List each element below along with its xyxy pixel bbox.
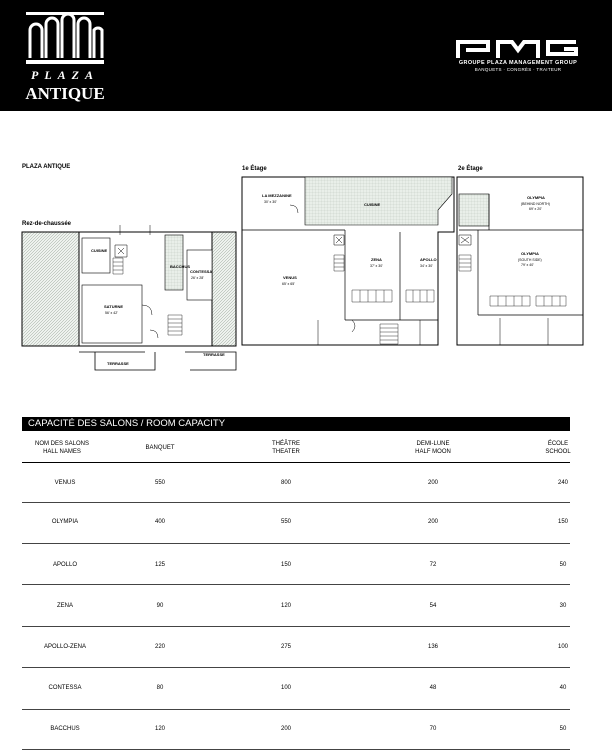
ground-floor-plan — [22, 225, 236, 370]
logo-antique-text: ANTIQUE — [25, 84, 105, 103]
plans-main-title: PLAZA ANTIQUE — [22, 164, 71, 170]
table-row-rule — [22, 584, 570, 585]
row-theater: 120 — [280, 603, 291, 609]
row-school: 30 — [559, 603, 567, 609]
row-half-moon: 70 — [429, 726, 437, 732]
plan-label-bacchus: BACCHUS — [170, 264, 190, 269]
plan-label-cuisine-ground: CUISINE — [91, 248, 108, 253]
row-name: CONTESSA — [48, 685, 82, 691]
row-banquet: 400 — [154, 519, 165, 525]
col-head-theater-fr: THÉÂTRE — [271, 441, 300, 447]
col-head-school-fr: ÉCOLE — [547, 441, 569, 447]
row-school: 100 — [557, 644, 568, 650]
plan-dim-olympia-top: 69' x 20' — [529, 207, 542, 211]
row-banquet: 90 — [156, 603, 164, 609]
row-banquet: 125 — [154, 562, 165, 568]
plan-label-apollo: APOLLO — [420, 257, 437, 262]
plan-label-saturne: SATURNE — [104, 304, 124, 309]
row-name: APOLLO — [52, 562, 77, 568]
plan-label-terrasse-right: TERRASSE — [203, 352, 225, 357]
ground-floor-title: Rez-de-chaussée — [22, 221, 72, 227]
col-head-hall-names — [22, 440, 102, 456]
second-floor-title: 2e Étage — [458, 166, 483, 172]
row-theater: 800 — [280, 480, 291, 486]
col-head-banquet-label: BANQUET — [145, 445, 175, 451]
row-school: 40 — [559, 685, 567, 691]
row-name: ZENA — [56, 603, 73, 609]
row-theater: 200 — [280, 726, 291, 732]
row-name: OLYMPIA — [51, 519, 79, 525]
row-banquet: 120 — [154, 726, 165, 732]
table-row-rule — [22, 709, 570, 710]
row-theater: 100 — [280, 685, 291, 691]
plan-label-olympia: OLYMPIA — [521, 251, 539, 256]
col-head-school-en: SCHOOL — [545, 449, 571, 455]
plan-label-terrasse-left: TERRASSE — [107, 361, 129, 366]
col-head-theater-en: THEATER — [272, 449, 300, 455]
plan-dim-contessa: 26' x 28' — [191, 276, 204, 280]
plan-sub-olympia-top: (BEHIND NORTH) — [521, 202, 550, 206]
table-row-rule — [22, 543, 570, 544]
row-half-moon: 48 — [429, 685, 437, 691]
plan-label-contessa: CONTESSA — [190, 269, 213, 274]
row-name: APOLLO-ZENA — [43, 644, 86, 650]
plan-label-zena: ZENA — [371, 257, 382, 262]
plan-dim-zena: 37' x 30' — [370, 264, 383, 268]
table-row-rule — [22, 667, 570, 668]
table-header-rule — [22, 462, 570, 463]
plan-sub-olympia: (SOUTH SIDE) — [518, 258, 542, 262]
row-school: 50 — [559, 726, 567, 732]
row-banquet: 220 — [154, 644, 165, 650]
plan-dim-saturne: 56' x 42' — [105, 311, 118, 315]
plan-label-la-mezzanine: LA MEZZANINE — [262, 193, 292, 198]
row-half-moon: 200 — [427, 480, 438, 486]
row-school: 150 — [557, 519, 568, 525]
col-head-half-moon — [398, 440, 468, 456]
row-name: VENUS — [54, 480, 76, 486]
col-head-banquet — [130, 444, 190, 452]
plan-dim-apollo: 34' x 30' — [420, 264, 433, 268]
row-half-moon: 72 — [429, 562, 437, 568]
pmg-tagline: GROUPE PLAZA MANAGEMENT GROUP — [458, 60, 578, 66]
col-head-hall-names-fr: NOM DES SALONS — [34, 441, 89, 447]
row-theater: 275 — [280, 644, 291, 650]
row-banquet: 80 — [156, 685, 164, 691]
table-row-rule — [22, 502, 570, 503]
col-head-hall-names-en: HALL NAMES — [43, 449, 81, 455]
logo-plaza-text: PLAZA — [31, 68, 99, 82]
col-head-half-moon-en: HALF MOON — [415, 449, 451, 455]
row-half-moon: 136 — [427, 644, 438, 650]
first-floor-title: 1e Étage — [242, 166, 267, 172]
plan-label-venus: VENUS — [283, 275, 297, 280]
row-name: BACCHUS — [50, 726, 80, 732]
row-school: 50 — [559, 562, 567, 568]
capacity-title-bar: CAPACITÉ DES SALONS / ROOM CAPACITY — [22, 417, 570, 431]
col-head-theater — [256, 440, 316, 456]
plan-label-cuisine-first: CUISINE — [364, 202, 381, 207]
plan-dim-la-mezzanine: 30' x 30' — [264, 200, 277, 204]
row-theater: 550 — [280, 519, 291, 525]
pmg-services: BANQUETS · CONGRÈS · TRAITEUR — [474, 67, 562, 72]
plan-label-olympia-top: OLYMPIA — [527, 195, 545, 200]
row-theater: 150 — [280, 562, 291, 568]
row-half-moon: 54 — [429, 603, 437, 609]
col-head-half-moon-fr: DEMI-LUNE — [416, 441, 450, 447]
plan-dim-olympia: 79' x 40' — [521, 263, 534, 267]
row-half-moon: 200 — [427, 519, 438, 525]
row-banquet: 550 — [154, 480, 165, 486]
table-row-rule — [22, 749, 570, 750]
row-school: 240 — [557, 480, 568, 486]
table-row-rule — [22, 626, 570, 627]
col-head-school — [533, 440, 583, 456]
plan-dim-venus: 65' x 65' — [282, 282, 295, 286]
